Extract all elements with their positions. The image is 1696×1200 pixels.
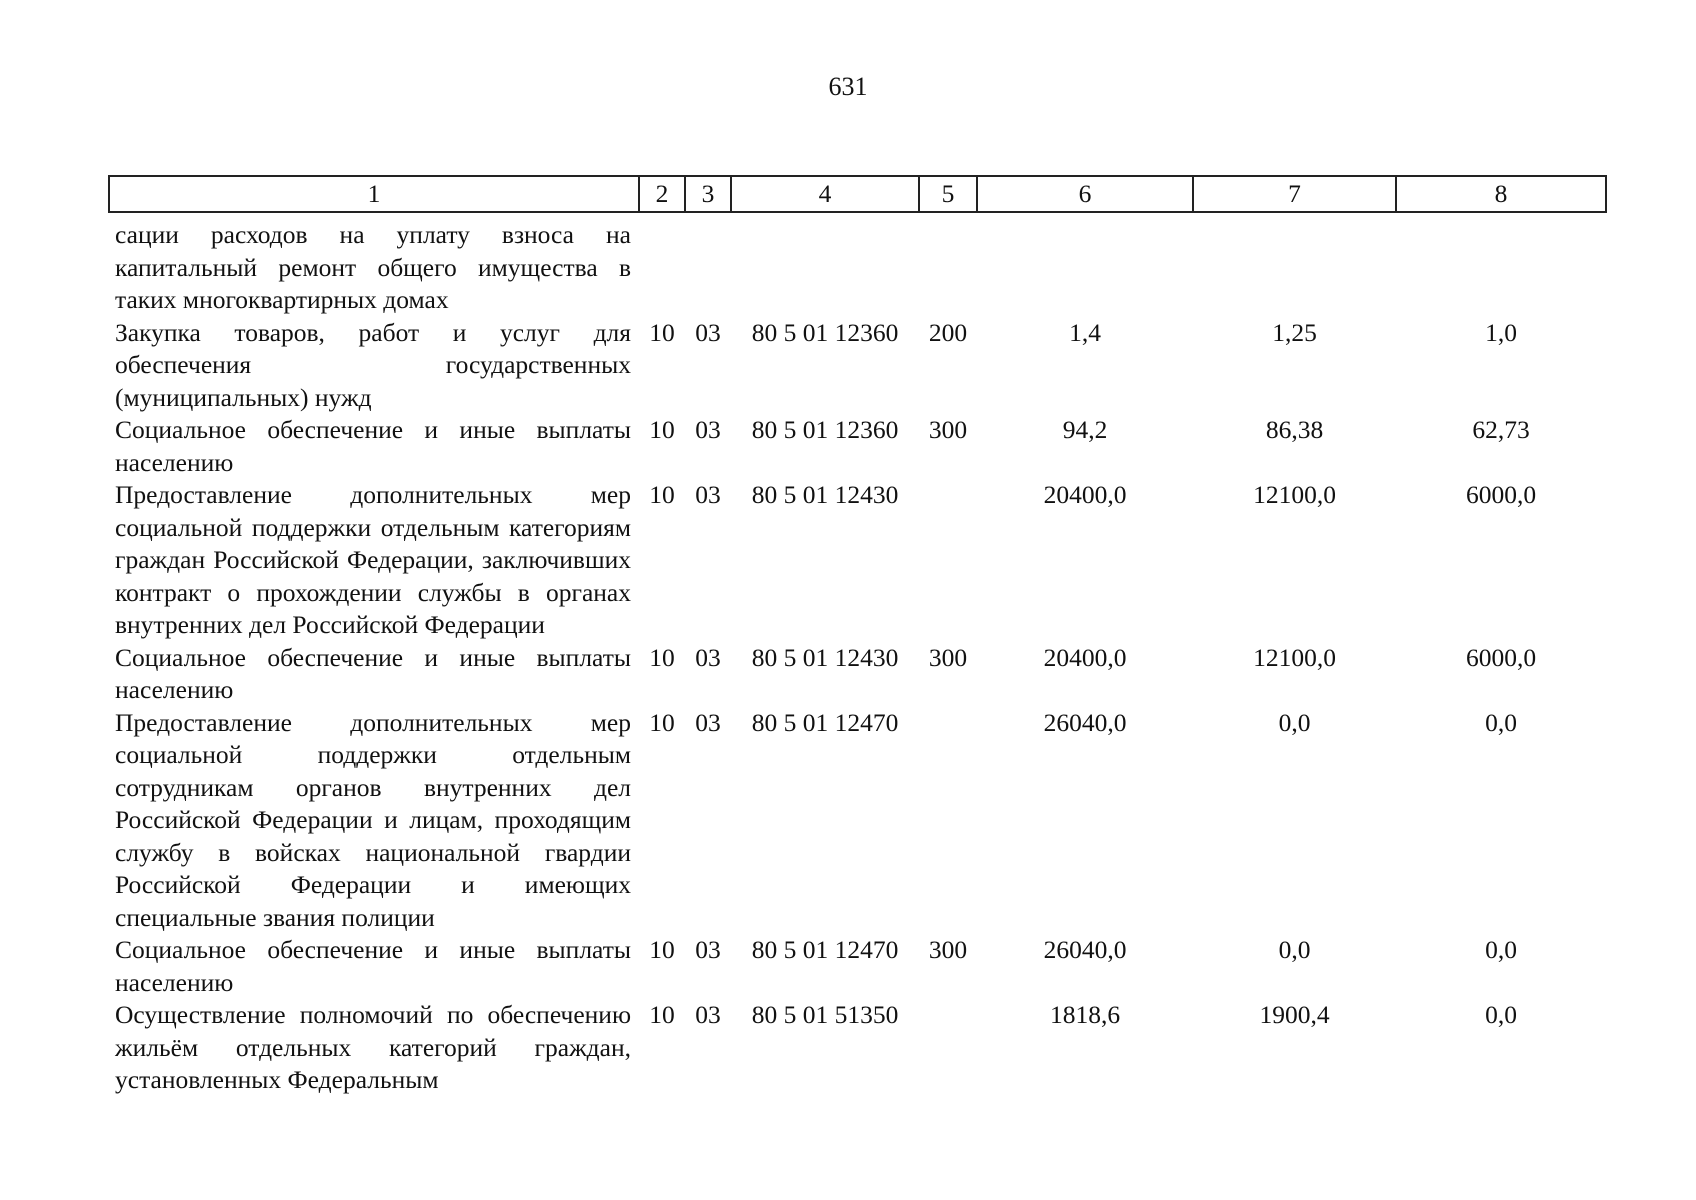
cell-description: Социальное обеспечение и иные выплаты населению: [115, 935, 631, 997]
cell-amount-year3: 6000,0: [1465, 480, 1537, 509]
cell-amount-year1: 26040,0: [1043, 707, 1127, 737]
spacer-row: [109, 212, 1606, 219]
cell-subsection: 03: [695, 935, 721, 964]
cell-subsection: 03: [695, 317, 721, 347]
cell-amount-year1: [977, 219, 1193, 317]
cell-amount-year1: 26040,0: [1043, 935, 1127, 964]
cell-amount-year1: 20400,0: [1043, 480, 1127, 509]
cell-amount-year1: 20400,0: [1043, 642, 1127, 672]
table-row: [109, 219, 1606, 317]
column-header: 3: [685, 176, 731, 212]
column-header: 6: [977, 176, 1193, 212]
cell-section: 10: [649, 935, 675, 964]
cell-section: 10: [649, 415, 675, 444]
cell-description: Предоставление дополнительных мер социальной поддержки отдельным сотрудникам органов внутренних дел Российской Федерации и лицам, проходящим службу в войсках национальной гвардии Российской Федерации и имеющих специальные звания полиции: [115, 707, 631, 932]
cell-target-article: 80 5 01 12470: [751, 935, 899, 964]
table-row: [109, 707, 1606, 935]
table-row: [109, 414, 1606, 479]
cell-section: 10: [649, 642, 675, 672]
cell-amount-year3: 0,0: [1485, 935, 1517, 964]
cell-expense-type: [919, 999, 977, 1097]
cell-description: Предоставление дополнительных мер социальной поддержки отдельным категориям граждан Российской Федерации, заключивших контракт о прохождении службы в органах внутренних дел Российской Федерации: [115, 480, 631, 639]
cell-expense-type: 300: [928, 415, 968, 444]
cell-section: 10: [649, 480, 675, 509]
cell-amount-year2: 86,38: [1265, 415, 1324, 444]
table-row: [109, 934, 1606, 999]
column-header: 5: [919, 176, 977, 212]
cell-amount-year3: 1,0: [1485, 317, 1517, 347]
cell-subsection: 03: [695, 1000, 721, 1029]
cell-subsection: 03: [695, 480, 721, 509]
budget-table: [108, 175, 1607, 1097]
cell-amount-year2: 0,0: [1278, 935, 1311, 964]
cell-amount-year1: 94,2: [1062, 415, 1108, 444]
cell-subsection: [685, 219, 731, 317]
cell-section: [639, 219, 685, 317]
column-header: 7: [1193, 176, 1396, 212]
cell-target-article: 80 5 01 12360: [751, 415, 899, 444]
table-row: [109, 642, 1606, 707]
cell-expense-type: 200: [928, 317, 968, 347]
cell-amount-year1: 1,4: [1069, 317, 1101, 347]
cell-subsection: 03: [695, 415, 721, 444]
cell-expense-type: [919, 219, 977, 317]
cell-amount-year2: 12100,0: [1253, 480, 1336, 509]
cell-amount-year3: 0,0: [1485, 707, 1517, 737]
cell-expense-type: 300: [928, 642, 968, 672]
cell-section: 10: [649, 707, 675, 737]
column-header: 4: [731, 176, 919, 212]
table-body: [109, 212, 1606, 1097]
cell-subsection: 03: [695, 707, 721, 737]
table-row: [109, 317, 1606, 415]
cell-target-article: 80 5 01 12430: [751, 480, 899, 509]
cell-amount-year3: 62,73: [1472, 415, 1530, 444]
cell-description: Закупка товаров, работ и услуг для обеспечения государственных (муниципальных) нужд: [115, 317, 631, 412]
table-row: [109, 999, 1606, 1097]
page-number: 631: [828, 72, 868, 101]
cell-amount-year3: [1396, 219, 1606, 317]
cell-amount-year2: [1193, 219, 1396, 317]
cell-amount-year3: 0,0: [1485, 1000, 1517, 1029]
cell-amount-year2: 12100,0: [1253, 642, 1336, 672]
cell-subsection: 03: [695, 642, 721, 672]
cell-expense-type: [919, 479, 977, 642]
column-header: 2: [639, 176, 685, 212]
cell-expense-type: 300: [928, 935, 968, 964]
column-header: 8: [1396, 176, 1606, 212]
cell-target-article: [731, 219, 919, 317]
cell-section: 10: [649, 317, 675, 347]
cell-amount-year3: 6000,0: [1465, 642, 1537, 672]
cell-target-article: 80 5 01 12430: [751, 642, 899, 672]
column-header: 1: [109, 176, 639, 212]
cell-description: Социальное обеспечение и иные выплаты населению: [115, 642, 631, 704]
cell-description: Социальное обеспечение и иные выплаты населению: [115, 415, 631, 477]
cell-section: 10: [649, 1000, 675, 1029]
cell-expense-type: [919, 707, 977, 935]
cell-amount-year2: 1,25: [1272, 317, 1317, 347]
cell-target-article: 80 5 01 51350: [751, 1000, 899, 1029]
cell-amount-year1: 1818,6: [1049, 1000, 1121, 1029]
cell-amount-year2: 0,0: [1278, 707, 1311, 737]
table-row: [109, 479, 1606, 642]
cell-description: сации расходов на уплату взноса на капитальный ремонт общего имущества в таких многоквартирных домах: [115, 220, 631, 314]
cell-target-article: 80 5 01 12360: [751, 317, 899, 347]
cell-target-article: 80 5 01 12470: [751, 707, 899, 737]
cell-amount-year2: 1900,4: [1259, 1000, 1330, 1029]
table-header-row: [109, 176, 1606, 212]
cell-description: Осуществление полномочий по обеспечению жильём отдельных категорий граждан, установленных Федеральным: [115, 1000, 631, 1094]
